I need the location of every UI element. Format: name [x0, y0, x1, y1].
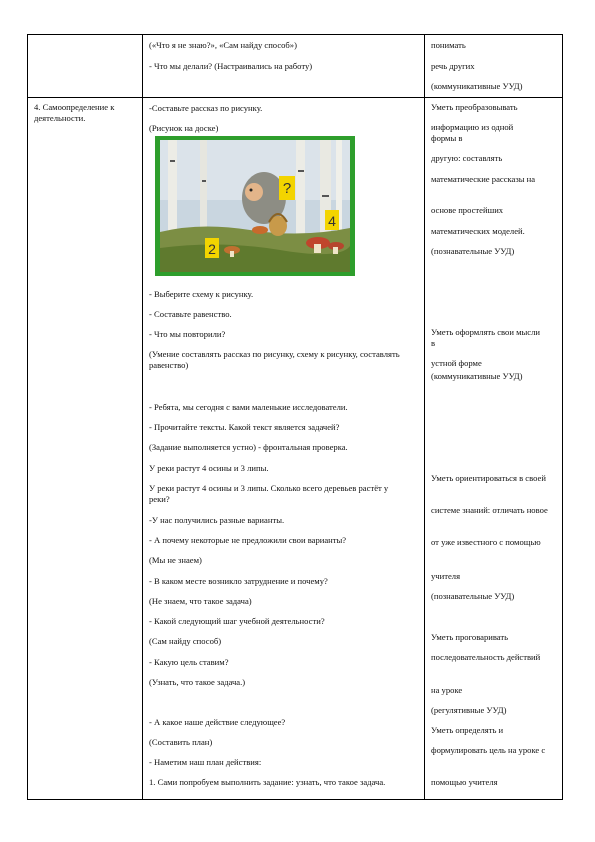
story-picture	[155, 136, 355, 276]
competency-line: информацию из одной формы в	[431, 122, 514, 143]
text-line: («Что я не знаю?», «Сам найду способ»)	[149, 40, 297, 50]
text-line: - Какую цель ставим?	[149, 657, 229, 667]
competency-line: речь других	[431, 61, 475, 71]
competency-line: на уроке	[431, 685, 463, 695]
text-line: У реки растут 4 осины и 3 липы.	[149, 463, 269, 473]
competency-line: математических моделей.	[431, 226, 525, 236]
text-line: - А какое наше действие следующее?	[149, 717, 286, 727]
competency-line: Уметь проговаривать	[431, 632, 509, 642]
text-line: - Какой следующий шаг учебной деятельности?	[149, 616, 325, 626]
competency-line: (коммуникативные УУД)	[431, 371, 523, 381]
lesson-table	[27, 34, 563, 800]
text-line: (Умение составлять рассказ по рисунку, схему к рисунку, составлять равенство)	[149, 349, 400, 370]
competency-line: Уметь преобразовывать	[431, 102, 518, 112]
text-line: - Прочитайте тексты. Какой текст является задачей?	[149, 422, 340, 432]
text-line: (Задание выполняется устно) - фронтальная проверка.	[149, 442, 348, 452]
sign-label: 4	[328, 213, 336, 229]
competency-line: формулировать цель на уроке с	[431, 745, 546, 755]
competency-line: (познавательные УУД)	[431, 246, 515, 256]
text-line: - Что мы делали? (Настраивались на работу)	[149, 61, 313, 71]
competency-line: понимать	[431, 40, 466, 50]
text-line: - Ребята, мы сегодня с вами маленькие исследователи.	[149, 402, 348, 412]
text-line: - Составьте равенство.	[149, 309, 232, 319]
text-line: (Не знаем, что такое задача)	[149, 596, 252, 606]
competency-line: от уже известного с помощью	[431, 537, 541, 547]
competency-line: другую: составлять	[431, 153, 503, 163]
text-line: У реки растут 4 осины и 3 липы. Сколько всего деревьев растёт у реки?	[149, 483, 389, 504]
text-line: - Что мы повторили?	[149, 329, 226, 339]
competency-line: (познавательные УУД)	[431, 591, 515, 601]
text-line: (Сам найду способ)	[149, 636, 222, 646]
text-line: (Составить план)	[149, 737, 213, 747]
competency-line: математические рассказы на	[431, 174, 536, 184]
competency-line: последовательность действий	[431, 652, 541, 662]
competency-line: Уметь оформлять свои мысли в	[431, 327, 541, 348]
text-line: -Составьте рассказ по рисунку.	[149, 103, 263, 113]
competency-line: помощью учителя	[431, 777, 498, 787]
text-line: - Выберите схему к рисунку.	[149, 289, 254, 299]
text-line: -У нас получились разные варианты.	[149, 515, 285, 525]
competency-line: Уметь определять и	[431, 725, 504, 735]
row-divider	[28, 97, 562, 98]
text-line: (Узнать, что такое задача.)	[149, 677, 246, 687]
text-line: - В каком месте возникло затруднение и почему?	[149, 576, 328, 586]
text-line: - А почему некоторые не предложили свои варианты?	[149, 535, 347, 545]
column-divider	[142, 35, 143, 799]
sign-label: 2	[208, 241, 216, 257]
competency-line: основе простейших	[431, 205, 504, 215]
text-line: (Рисунок на доске)	[149, 123, 219, 133]
text-line: - Наметим наш план действия:	[149, 757, 262, 767]
competency-line: (коммуникативные УУД)	[431, 81, 523, 91]
competency-line: устной форме	[431, 358, 482, 368]
text-line: (Мы не знаем)	[149, 555, 202, 565]
competency-line: системе знаний: отличать новое	[431, 505, 548, 515]
competency-line: учителя	[431, 571, 461, 581]
sign-label: ?	[282, 180, 292, 197]
section-title: 4. Самоопределение к деятельности.	[34, 102, 115, 123]
competency-line: (регулятивные УУД)	[431, 705, 507, 715]
column-divider	[424, 35, 425, 799]
forest-illustration	[160, 140, 350, 272]
text-line: 1. Сами попробуем выполнить задание: узнать, что такое задача.	[149, 777, 386, 787]
competency-line: Уметь ориентироваться в своей	[431, 473, 546, 483]
